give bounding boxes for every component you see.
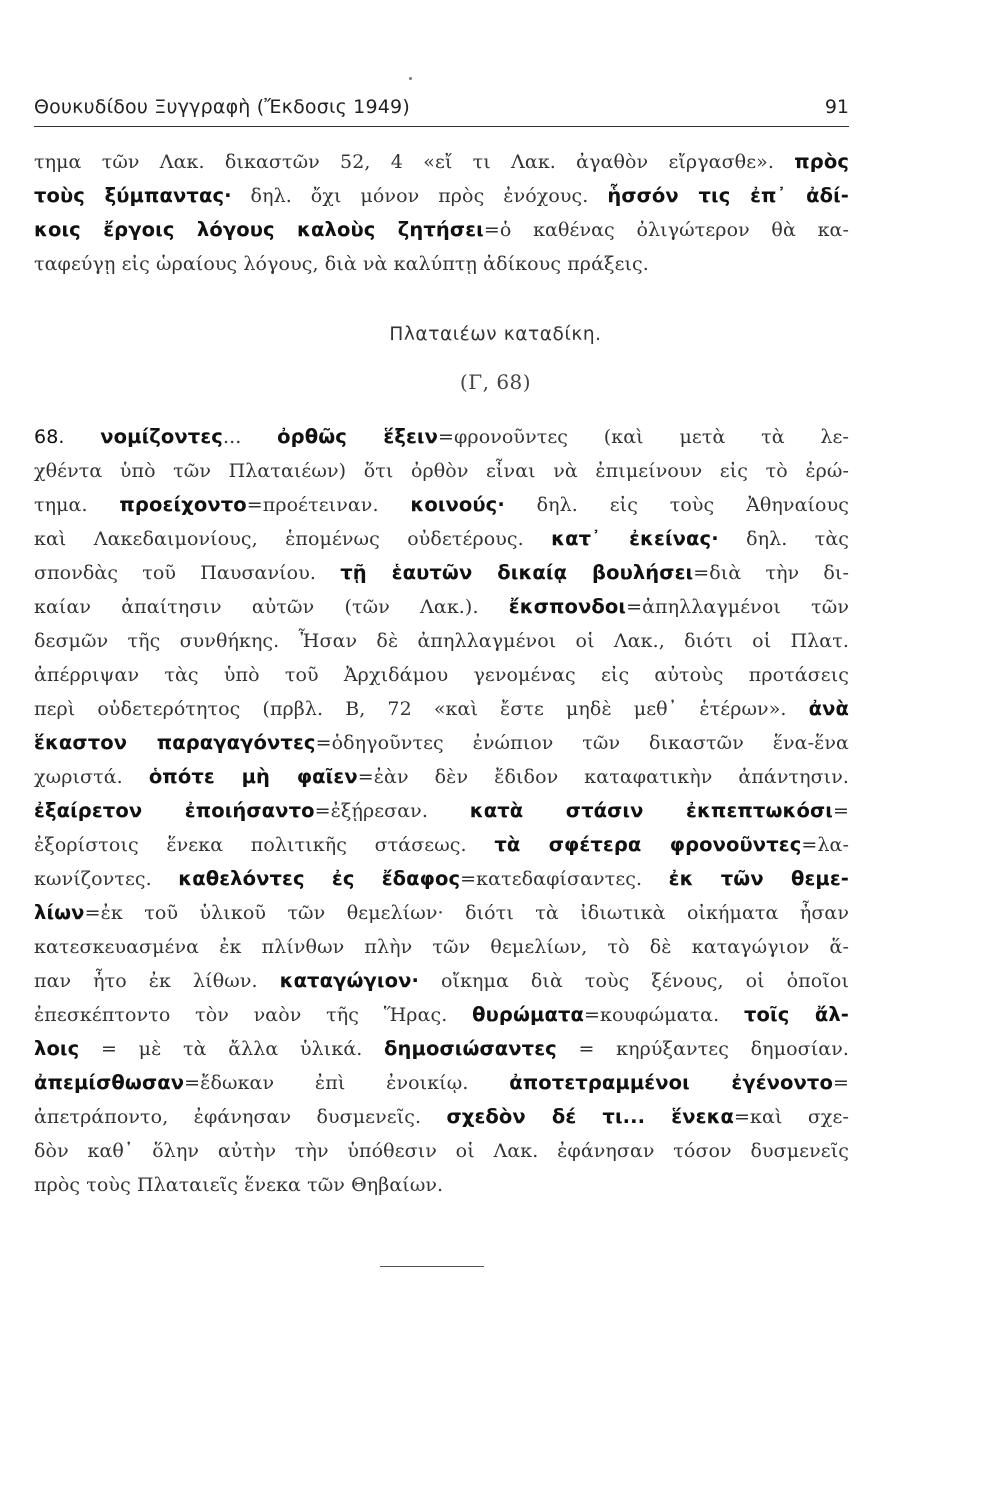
gloss-text: = — [832, 800, 849, 822]
text-line — [34, 794, 849, 828]
lemma-term: τοῖς ἄλ- — [743, 1003, 849, 1026]
lemma-term: προείχοντο — [119, 493, 247, 516]
gloss-text: ἀπετράποντο, ἐφάνησαν δυσμενεῖς. — [34, 1106, 447, 1128]
lemma-term: ἀπεμίσθωσαν — [34, 1071, 185, 1094]
gloss-text: =ἀπηλλαγμένοι τῶν — [626, 596, 849, 618]
text-line — [34, 1168, 849, 1202]
text-line — [34, 556, 849, 590]
page-number: 91 — [824, 96, 849, 118]
section-reference: (Γ, 68) — [459, 370, 532, 394]
print-speck — [409, 77, 412, 80]
gloss-text: = κηρύξαντες δημοσίαν. — [556, 1038, 849, 1060]
gloss-text: =ἐξῄρεσαν. — [314, 800, 470, 822]
text-line — [34, 179, 849, 213]
gloss-text: παν ἦτο ἐκ λίθων. — [34, 970, 280, 992]
gloss-text: =ἐκ τοῦ ὑλικοῦ τῶν θεμελίων· διότι τὰ ἰδιωτικὰ οἰκήματα ἦσαν — [84, 902, 849, 924]
gloss-text: καίαν ἀπαίτησιν αὐτῶν (τῶν Λακ.). — [34, 596, 509, 618]
commentary-paragraph — [34, 420, 849, 1202]
gloss-text: δηλ. τὰς — [718, 528, 849, 550]
text-line — [34, 213, 849, 247]
gloss-text: δεσμῶν τῆς συνθήκης. Ἦσαν δὲ ἀπηλλαγμένοι οἱ Λακ., διότι οἱ Πλατ. — [34, 630, 849, 652]
text-line — [34, 488, 849, 522]
text-line — [34, 692, 849, 726]
text-line — [34, 658, 849, 692]
gloss-text: =καὶ σχε- — [734, 1106, 849, 1128]
gloss-text: = μὲ τὰ ἄλλα ὑλικά. — [79, 1038, 385, 1060]
lemma-term: δημοσιώσαντες — [384, 1037, 557, 1060]
lemma-term: καθελόντες ἐς ἔδαφος — [178, 867, 461, 890]
gloss-text: δηλ. ὄχι μόνον πρὸς ἐνόχους. — [231, 185, 608, 207]
lemma-term: λίων — [34, 901, 85, 924]
lemma-term: ὁπότε μὴ φαῖεν — [148, 765, 358, 788]
text-line — [34, 145, 849, 179]
lemma-term: τῇ ἑαυτῶν δικαίᾳ βουλήσει — [340, 561, 694, 584]
gloss-text: σπονδὰς τοῦ Παυσανίου. — [34, 562, 341, 584]
lemma-term: ἧσσόν τις ἐπ᾽ ἀδί- — [607, 184, 849, 207]
text-line — [34, 998, 849, 1032]
lemma-term: ἔκσπονδοι — [508, 595, 627, 618]
gloss-text: =κουφώματα. — [583, 1004, 744, 1026]
text-line — [34, 862, 849, 896]
gloss-text: =λα- — [801, 834, 849, 856]
gloss-text: κατεσκευασμένα ἐκ πλίνθων πλὴν τῶν θεμελίων, τὸ δὲ καταγώγιον ἅ- — [34, 936, 849, 958]
gloss-text: κωνίζοντες. — [34, 868, 179, 890]
lemma-term: κοινούς· — [410, 493, 505, 516]
text-line — [34, 1100, 849, 1134]
gloss-text: =ἐὰν δὲν ἔδιδον καταφατικὴν ἀπάντησιν. — [357, 766, 849, 788]
text-line — [34, 930, 849, 964]
text-line — [34, 1032, 849, 1066]
gloss-text — [65, 426, 101, 448]
gloss-text: ἐπεσκέπτοντο τὸν ναὸν τῆς Ἥρας. — [34, 1004, 473, 1026]
lemma-term: κατὰ στάσιν ἐκπεπτωκόσι — [469, 799, 833, 822]
lemma-term: τοὺς ξύμπαντας· — [34, 184, 232, 207]
lemma-term: καταγώγιον· — [279, 969, 419, 992]
lemma-term: νομίζοντες — [100, 425, 223, 448]
section-subtitle: Πλαταιέων καταδίκη. — [389, 324, 602, 345]
header-title: Θουκυδίδου Ξυγγραφὴ (Ἔκδοσις 1949) — [34, 96, 410, 118]
chapter-number: 68. — [34, 426, 65, 448]
lemma-term: θυρώματα — [472, 1003, 584, 1026]
text-line — [34, 896, 849, 930]
text-line — [34, 828, 849, 862]
lemma-term: ἕκαστον παραγαγόντες — [34, 731, 316, 754]
lemma-term: ἀνὰ — [808, 697, 849, 720]
gloss-text: δηλ. εἰς τοὺς Ἀθηναίους — [504, 494, 849, 516]
text-line — [34, 247, 849, 281]
gloss-text: ἀπέρριψαν τὰς ὑπὸ τοῦ Ἀρχιδάμου γενομένας εἰς αὐτοὺς προτάσεις — [34, 664, 849, 686]
gloss-text: =κατεδαφίσαντες. — [460, 868, 669, 890]
gloss-text: =προέτειναν. — [246, 494, 411, 516]
lemma-term: ἐξαίρετον ἐποιήσαντο — [34, 799, 315, 822]
intro-paragraph — [34, 145, 849, 281]
lemma-term: κοις ἔργοις λόγους καλοὺς ζητήσει — [34, 218, 484, 241]
lemma-term: λοις — [34, 1037, 80, 1060]
text-line — [34, 522, 849, 556]
text-line — [34, 726, 849, 760]
gloss-text: χθέντα ὑπὸ τῶν Πλαταιέων) ὅτι ὀρθὸν εἶναι νὰ ἐπιμείνουν εἰς τὸ ἐρώ- — [34, 460, 849, 482]
gloss-text: =ἔδωκαν ἐπὶ ἐνοικίῳ. — [184, 1072, 510, 1094]
text-line — [34, 590, 849, 624]
lemma-term: σχεδὸν δέ τι... ἕνεκα — [446, 1105, 735, 1128]
gloss-text: ἐξορίστοις ἕνεκα πολιτικῆς στάσεως. — [34, 834, 495, 856]
text-line — [34, 1134, 849, 1168]
lemma-term: ἀποτετραμμένοι ἐγένοντο — [509, 1071, 833, 1094]
footer-rule — [380, 1266, 484, 1267]
lemma-term: ἐκ τῶν θεμε- — [668, 867, 849, 890]
gloss-text: πρὸς τοὺς Πλαταιεῖς ἕνεκα τῶν Θηβαίων. — [34, 1174, 444, 1196]
running-header — [34, 92, 849, 127]
lemma-term: κατ᾽ ἐκείνας· — [551, 527, 719, 550]
gloss-text: δὸν καθ᾽ ὅλην αὐτὴν τὴν ὑπόθεσιν οἱ Λακ. ἐφάνησαν τόσον δυσμενεῖς — [34, 1140, 849, 1162]
text-line — [34, 964, 849, 998]
text-line — [34, 420, 849, 454]
gloss-text: =ὁ καθένας ὀλιγώτερον θὰ κα- — [483, 219, 849, 241]
gloss-text: ταφεύγῃ εἰς ὡραίους λόγους, διὰ νὰ καλύπτῃ ἀδίκους πράξεις. — [34, 253, 649, 275]
gloss-text: τημα. — [34, 494, 120, 516]
gloss-text: περὶ οὐδετερότητος (πρβλ. Β, 72 «καὶ ἔστε μηδὲ μεθ᾽ ἑτέρων». — [34, 698, 809, 720]
lemma-term: πρὸς — [794, 150, 849, 173]
gloss-text: = — [832, 1072, 849, 1094]
lemma-term: τὰ σφέτερα φρονοῦντες — [494, 833, 802, 856]
lemma-term: ὀρθῶς ἕξειν — [277, 425, 438, 448]
gloss-text: καὶ Λακεδαιμονίους, ἑπομένως οὐδετέρους. — [34, 528, 552, 550]
text-line — [34, 454, 849, 488]
gloss-text: οἴκημα διὰ τοὺς ξένους, οἱ ὁποῖοι — [419, 970, 849, 992]
text-line — [34, 1066, 849, 1100]
text-line — [34, 624, 849, 658]
gloss-text: τημα τῶν Λακ. δικαστῶν 52, 4 «εἴ τι Λακ. ἀγαθὸν εἴργασθε». — [34, 151, 795, 173]
text-line — [34, 760, 849, 794]
gloss-text: =φρονοῦντες (καὶ μετὰ τὰ λε- — [438, 426, 849, 448]
gloss-text: =ὁδηγοῦντες ἐνώπιον τῶν δικαστῶν ἕνα-ἕνα — [315, 732, 849, 754]
gloss-text: =διὰ τὴν δι- — [693, 562, 849, 584]
gloss-text: χωριστά. — [34, 766, 149, 788]
gloss-text: ... — [222, 426, 278, 448]
